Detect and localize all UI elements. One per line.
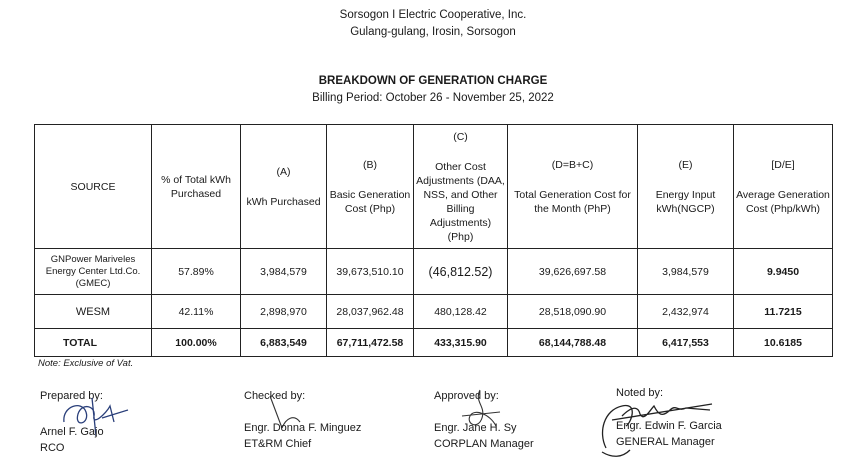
basic-cost-cell: 28,037,962.48: [327, 295, 414, 329]
prepared-by-label: Prepared by:: [40, 390, 103, 402]
noter-role: GENERAL Manager: [616, 436, 715, 448]
approved-by-block: [434, 420, 534, 452]
generation-charge-table: [34, 124, 833, 357]
other-cost-cell: 480,128.42: [414, 295, 508, 329]
total-label: TOTAL: [35, 329, 152, 357]
column-header: (E) Energy Input kWh(NGCP): [638, 125, 734, 249]
approver-name: Engr. Jane H. Sy: [434, 422, 517, 434]
avg-cost-cell: 10.6185: [734, 329, 833, 357]
document-title: BREAKDOWN OF GENERATION CHARGE: [318, 75, 548, 87]
other-cost-cell: 433,315.90: [414, 329, 508, 357]
kwh-cell: 2,898,970: [241, 295, 327, 329]
approver-role: CORPLAN Manager: [434, 438, 534, 450]
kwh-cell: 3,984,579: [241, 249, 327, 295]
other-cost-cell: (46,812.52): [414, 249, 508, 295]
prepared-by-block: [40, 424, 104, 456]
noted-by-label: Noted by:: [616, 387, 664, 399]
energy-input-cell: 2,432,974: [638, 295, 734, 329]
source-cell: GNPower Mariveles Energy Center Ltd.Co. (GMEC): [35, 249, 152, 295]
approved-by-label: Approved by:: [434, 390, 499, 402]
energy-input-cell: 6,417,553: [638, 329, 734, 357]
kwh-cell: 6,883,549: [241, 329, 327, 357]
preparer-name: Arnel F. Gajo: [40, 426, 104, 438]
total-cost-cell: 68,144,788.48: [508, 329, 638, 357]
total-row: [35, 329, 833, 357]
basic-cost-cell: 39,673,510.10: [327, 249, 414, 295]
billing-period: Billing Period: October 26 - November 25, 2022: [312, 92, 554, 104]
basic-cost-cell: 67,711,472.58: [327, 329, 414, 357]
preparer-role: RCO: [40, 442, 65, 454]
vat-note: Note: Exclusive of Vat.: [38, 358, 134, 369]
noter-name: Engr. Edwin F. Garcia: [616, 420, 722, 432]
organization-name: Sorsogon I Electric Cooperative, Inc.: [339, 9, 527, 21]
source-cell: WESM: [35, 295, 152, 329]
column-header: (C) Other Cost Adjustments (DAA, NSS, and Other Billing Adjustments) (Php): [414, 125, 508, 249]
checker-role: ET&RM Chief: [244, 438, 312, 450]
column-header: SOURCE: [35, 125, 152, 249]
total-cost-cell: 28,518,090.90: [508, 295, 638, 329]
table-header-row: [35, 125, 833, 249]
total-cost-cell: 39,626,697.58: [508, 249, 638, 295]
checked-by-label: Checked by:: [244, 390, 306, 402]
organization-address: Gulang-gulang, Irosin, Sorsogon: [350, 26, 516, 38]
column-header: (B) Basic Generation Cost (Php): [327, 125, 414, 249]
column-header: (A) kWh Purchased: [241, 125, 327, 249]
column-header: % of Total kWh Purchased: [152, 125, 241, 249]
column-header: (D=B+C) Total Generation Cost for the Month (PhP): [508, 125, 638, 249]
checked-by-block: [244, 420, 361, 452]
table-row: [35, 249, 833, 295]
pct-cell: 42.11%: [152, 295, 241, 329]
column-header: [D/E] Average Generation Cost (Php/kWh): [734, 125, 833, 249]
energy-input-cell: 3,984,579: [638, 249, 734, 295]
pct-cell: 57.89%: [152, 249, 241, 295]
table-row: [35, 295, 833, 329]
noted-by-block: [616, 418, 722, 450]
avg-cost-cell: 9.9450: [734, 249, 833, 295]
checker-name: Engr. Donna F. Minguez: [244, 422, 362, 434]
pct-cell: 100.00%: [152, 329, 241, 357]
avg-cost-cell: 11.7215: [734, 295, 833, 329]
